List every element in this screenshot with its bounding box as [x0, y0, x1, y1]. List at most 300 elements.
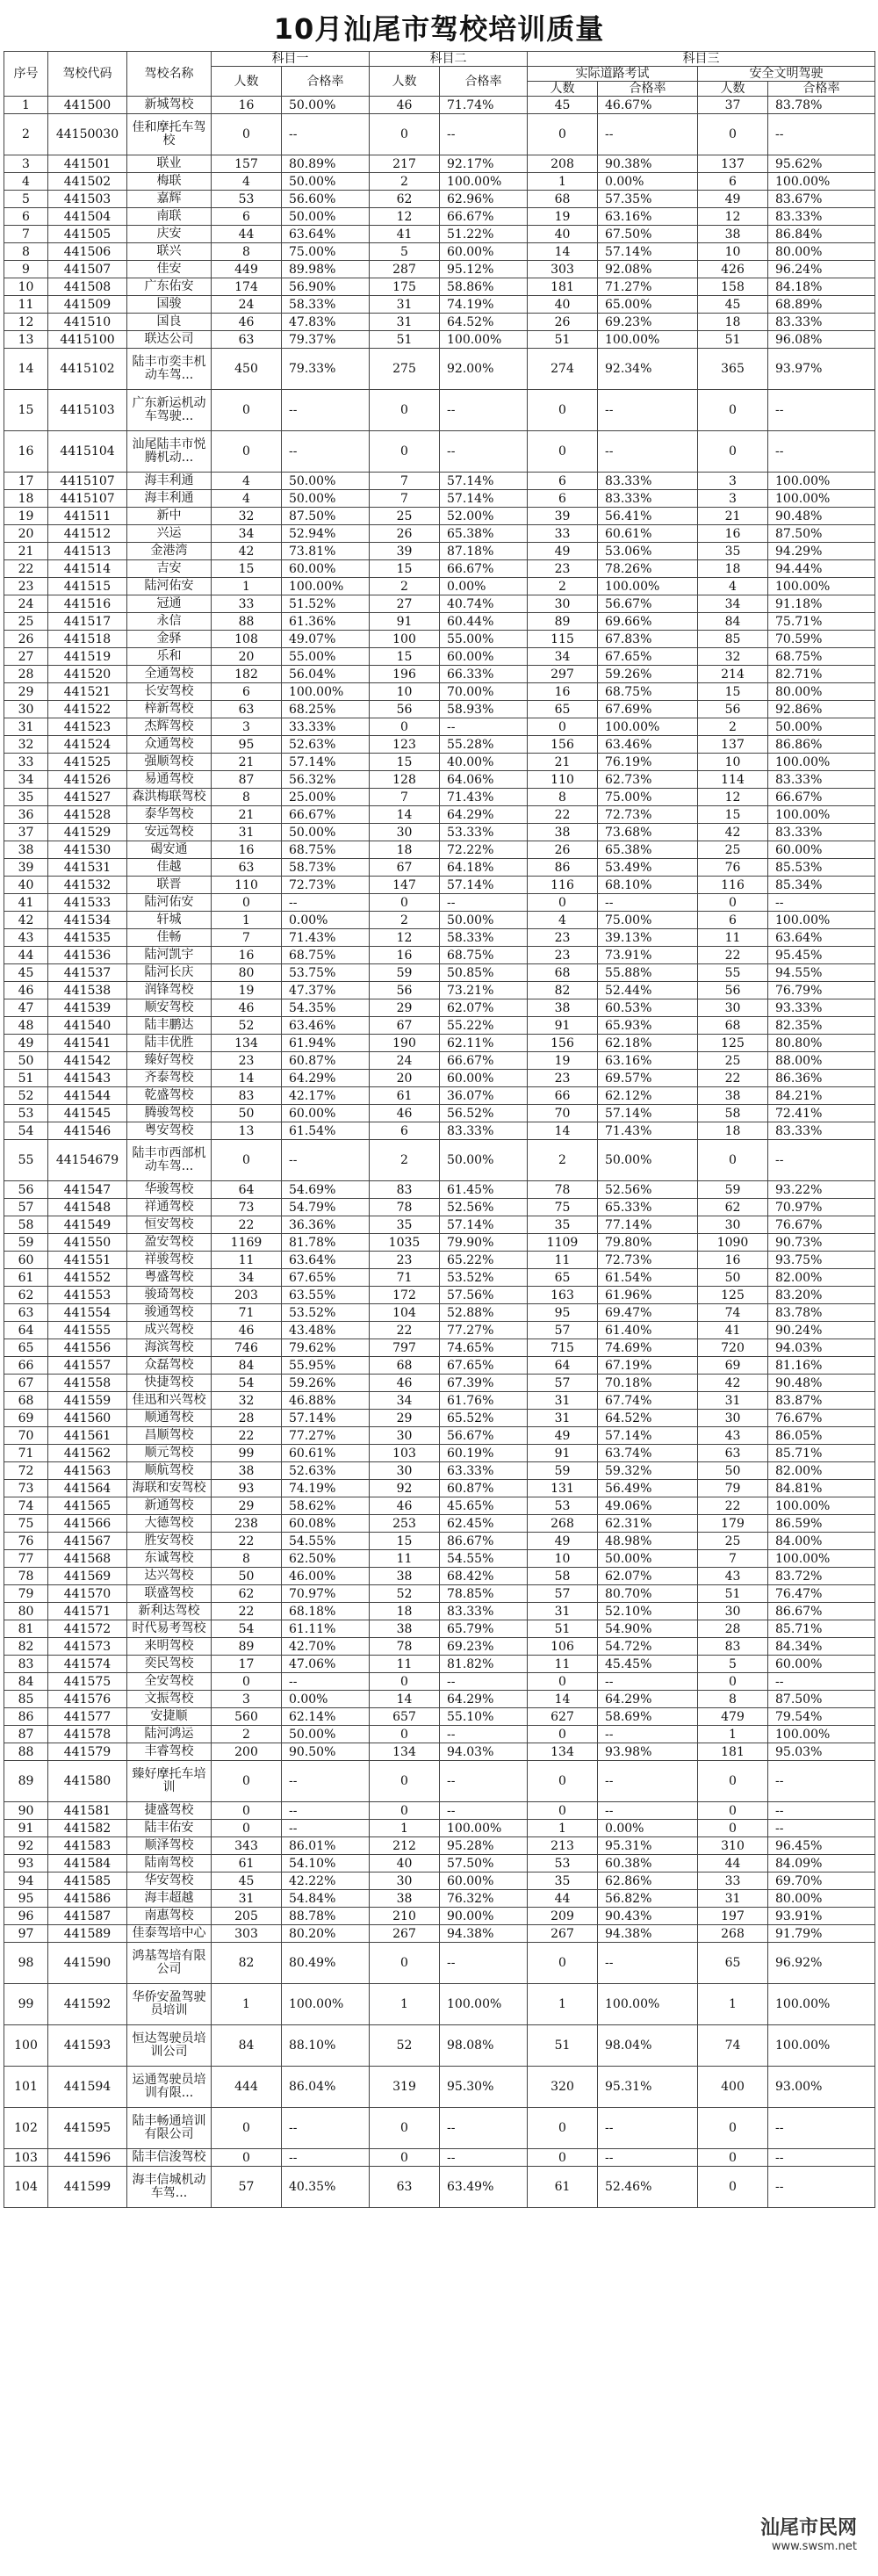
table-row: [4, 1673, 875, 1691]
table-row: [4, 1427, 875, 1445]
cell-road-rate: 50.00%: [598, 1550, 698, 1568]
cell-road-count: 213: [528, 1837, 598, 1855]
cell-road-rate: 98.04%: [598, 2025, 698, 2067]
cell-seq: 19: [4, 508, 48, 525]
cell-code: 441565: [48, 1497, 127, 1515]
cell-code: 441559: [48, 1392, 127, 1410]
cell-s2-count: 14: [370, 806, 440, 824]
cell-safety-count: 18: [698, 1122, 768, 1140]
cell-s1-rate: 71.43%: [282, 929, 370, 947]
cell-safety-count: 179: [698, 1515, 768, 1533]
cell-safety-count: 400: [698, 2067, 768, 2108]
table-row: [4, 806, 875, 824]
cell-s2-count: 7: [370, 789, 440, 806]
cell-s1-rate: 54.10%: [282, 1855, 370, 1872]
cell-s1-count: 95: [212, 736, 282, 754]
cell-safety-count: 15: [698, 683, 768, 701]
cell-s2-count: 56: [370, 701, 440, 718]
cell-name: 众磊驾校: [127, 1357, 212, 1375]
cell-s2-rate: 64.29%: [440, 1691, 528, 1708]
cell-s1-rate: 55.00%: [282, 648, 370, 666]
cell-code: 441540: [48, 1017, 127, 1035]
header-subject3: 科目三: [528, 52, 875, 67]
cell-safety-rate: 83.33%: [768, 771, 875, 789]
cell-s1-rate: 75.00%: [282, 243, 370, 261]
cell-road-rate: 53.49%: [598, 859, 698, 877]
cell-seq: 2: [4, 114, 48, 155]
cell-road-rate: --: [598, 2149, 698, 2167]
cell-road-count: 106: [528, 1638, 598, 1656]
cell-code: 441529: [48, 824, 127, 841]
cell-s1-count: 28: [212, 1410, 282, 1427]
cell-s1-rate: 60.08%: [282, 1515, 370, 1533]
cell-road-rate: 71.43%: [598, 1122, 698, 1140]
cell-safety-count: 74: [698, 1304, 768, 1322]
cell-s2-count: 11: [370, 1656, 440, 1673]
cell-s2-rate: 62.96%: [440, 191, 528, 208]
cell-s2-count: 46: [370, 1497, 440, 1515]
cell-code: 441520: [48, 666, 127, 683]
cell-road-count: 267: [528, 1925, 598, 1943]
cell-road-rate: 61.40%: [598, 1322, 698, 1339]
cell-s2-rate: 50.85%: [440, 964, 528, 982]
cell-road-count: 268: [528, 1515, 598, 1533]
cell-s1-rate: 77.27%: [282, 1427, 370, 1445]
cell-seq: 66: [4, 1357, 48, 1375]
cell-seq: 80: [4, 1603, 48, 1620]
cell-safety-rate: 80.00%: [768, 243, 875, 261]
cell-road-count: 64: [528, 1357, 598, 1375]
cell-safety-count: 41: [698, 1322, 768, 1339]
cell-seq: 48: [4, 1017, 48, 1035]
table-row: [4, 1550, 875, 1568]
cell-safety-count: 42: [698, 1375, 768, 1392]
cell-safety-rate: 68.75%: [768, 648, 875, 666]
cell-safety-rate: 83.20%: [768, 1287, 875, 1304]
cell-safety-count: 42: [698, 824, 768, 841]
cell-name: 恒达驾驶员培训公司: [127, 2025, 212, 2067]
table-row: [4, 226, 875, 243]
cell-seq: 70: [4, 1427, 48, 1445]
cell-s1-rate: 67.65%: [282, 1269, 370, 1287]
cell-s2-count: 39: [370, 543, 440, 560]
cell-name: 盈安驾校: [127, 1234, 212, 1252]
cell-s2-count: 40: [370, 1855, 440, 1872]
cell-s1-count: 63: [212, 701, 282, 718]
cell-s2-rate: 50.00%: [440, 1140, 528, 1181]
cell-s1-rate: 66.67%: [282, 806, 370, 824]
cell-s2-count: 78: [370, 1638, 440, 1656]
cell-seq: 26: [4, 631, 48, 648]
cell-name: 联业: [127, 155, 212, 173]
cell-seq: 103: [4, 2149, 48, 2167]
cell-name: 顺元驾校: [127, 1445, 212, 1462]
table-row: [4, 314, 875, 331]
cell-name: 顺泽驾校: [127, 1837, 212, 1855]
cell-s1-count: 80: [212, 964, 282, 982]
cell-s2-count: 67: [370, 1017, 440, 1035]
cell-s2-rate: 79.90%: [440, 1234, 528, 1252]
cell-name: 佳越: [127, 859, 212, 877]
cell-code: 441575: [48, 1673, 127, 1691]
cell-safety-count: 21: [698, 508, 768, 525]
table-row: [4, 1181, 875, 1199]
cell-s2-count: 52: [370, 2025, 440, 2067]
cell-road-count: 23: [528, 1070, 598, 1087]
cell-s2-rate: 95.28%: [440, 1837, 528, 1855]
cell-s2-rate: --: [440, 1726, 528, 1743]
cell-s2-rate: 58.86%: [440, 278, 528, 296]
cell-road-count: 31: [528, 1410, 598, 1427]
cell-s1-rate: --: [282, 1802, 370, 1820]
cell-s2-rate: 74.19%: [440, 296, 528, 314]
table-row: [4, 613, 875, 631]
table-row: [4, 1105, 875, 1122]
cell-s2-count: 103: [370, 1445, 440, 1462]
cell-seq: 29: [4, 683, 48, 701]
cell-s1-count: 22: [212, 1603, 282, 1620]
cell-safety-count: 58: [698, 1105, 768, 1122]
cell-safety-count: 15: [698, 806, 768, 824]
cell-s1-rate: 50.00%: [282, 1726, 370, 1743]
cell-s1-count: 84: [212, 2025, 282, 2067]
cell-road-count: 715: [528, 1339, 598, 1357]
table-row: [4, 701, 875, 718]
cell-safety-count: 16: [698, 1252, 768, 1269]
cell-name: 文振驾校: [127, 1691, 212, 1708]
cell-s2-rate: --: [440, 1943, 528, 1984]
cell-seq: 17: [4, 473, 48, 490]
cell-seq: 62: [4, 1287, 48, 1304]
cell-seq: 96: [4, 1908, 48, 1925]
cell-s1-count: 3: [212, 718, 282, 736]
cell-safety-count: 49: [698, 191, 768, 208]
cell-s2-count: 14: [370, 1691, 440, 1708]
cell-road-rate: 0.00%: [598, 173, 698, 191]
table-row: [4, 1761, 875, 1802]
cell-s2-rate: --: [440, 390, 528, 431]
page-title: 10月汕尾市驾校培训质量: [273, 12, 605, 46]
cell-s1-count: 17: [212, 1656, 282, 1673]
cell-road-rate: 72.73%: [598, 806, 698, 824]
cell-safety-count: 3: [698, 490, 768, 508]
cell-road-rate: 57.14%: [598, 1105, 698, 1122]
site-watermark: [760, 2513, 857, 2553]
cell-s1-count: 73: [212, 1199, 282, 1216]
cell-s2-rate: 86.67%: [440, 1533, 528, 1550]
cell-code: 441512: [48, 525, 127, 543]
cell-name: 金驿: [127, 631, 212, 648]
cell-s2-rate: 55.22%: [440, 1017, 528, 1035]
cell-s2-count: 134: [370, 1743, 440, 1761]
cell-road-count: 49: [528, 543, 598, 560]
cell-s2-rate: 36.07%: [440, 1087, 528, 1105]
cell-s1-count: 50: [212, 1568, 282, 1585]
cell-safety-rate: 80.00%: [768, 683, 875, 701]
cell-code: 441585: [48, 1872, 127, 1890]
cell-name: 捷盛驾校: [127, 1802, 212, 1820]
header-subject1: 科目一: [212, 52, 370, 67]
cell-road-count: 10: [528, 1550, 598, 1568]
cell-safety-count: 4: [698, 578, 768, 595]
cell-safety-rate: 100.00%: [768, 473, 875, 490]
table-row: [4, 1339, 875, 1357]
cell-s2-count: 35: [370, 1216, 440, 1234]
cell-code: 441592: [48, 1984, 127, 2025]
cell-road-count: 115: [528, 631, 598, 648]
cell-code: 441567: [48, 1533, 127, 1550]
cell-s2-count: 123: [370, 736, 440, 754]
cell-road-count: 53: [528, 1855, 598, 1872]
cell-s1-rate: 68.18%: [282, 1603, 370, 1620]
cell-road-count: 33: [528, 525, 598, 543]
cell-name: 顺通驾校: [127, 1410, 212, 1427]
table-row: [4, 824, 875, 841]
cell-code: 44154679: [48, 1140, 127, 1181]
cell-seq: 24: [4, 595, 48, 613]
cell-safety-count: 38: [698, 226, 768, 243]
cell-safety-rate: --: [768, 2167, 875, 2208]
cell-seq: 47: [4, 999, 48, 1017]
cell-safety-count: 30: [698, 999, 768, 1017]
cell-road-count: 1: [528, 1820, 598, 1837]
cell-s1-rate: 81.78%: [282, 1234, 370, 1252]
cell-name: 骏通驾校: [127, 1304, 212, 1322]
cell-s1-count: 22: [212, 1533, 282, 1550]
cell-s1-rate: --: [282, 390, 370, 431]
cell-name: 广东佑安: [127, 278, 212, 296]
cell-name: 鸿基驾培有限公司: [127, 1943, 212, 1984]
cell-seq: 52: [4, 1087, 48, 1105]
cell-s2-rate: 66.67%: [440, 1052, 528, 1070]
cell-road-count: 0: [528, 894, 598, 912]
cell-road-rate: 63.16%: [598, 208, 698, 226]
cell-code: 441519: [48, 648, 127, 666]
cell-s2-count: 56: [370, 982, 440, 999]
cell-s2-rate: 57.50%: [440, 1855, 528, 1872]
cell-s2-count: 253: [370, 1515, 440, 1533]
cell-s2-rate: 68.42%: [440, 1568, 528, 1585]
cell-seq: 76: [4, 1533, 48, 1550]
cell-name: 达兴驾校: [127, 1568, 212, 1585]
cell-road-rate: 75.00%: [598, 789, 698, 806]
cell-safety-rate: 91.18%: [768, 595, 875, 613]
cell-name: 梅联: [127, 173, 212, 191]
cell-name: 海丰利通: [127, 490, 212, 508]
cell-safety-count: 22: [698, 1070, 768, 1087]
cell-code: 441543: [48, 1070, 127, 1087]
table-row: [4, 114, 875, 155]
cell-safety-count: 25: [698, 841, 768, 859]
cell-name: 粤盛驾校: [127, 1269, 212, 1287]
cell-code: 4415103: [48, 390, 127, 431]
cell-s1-count: 46: [212, 314, 282, 331]
cell-safety-count: 25: [698, 1533, 768, 1550]
cell-road-count: 0: [528, 1802, 598, 1820]
cell-s1-rate: 80.20%: [282, 1925, 370, 1943]
table-body: [4, 97, 875, 2208]
cell-road-rate: 67.69%: [598, 701, 698, 718]
cell-s2-count: 210: [370, 1908, 440, 1925]
header-s2-count: 人数: [370, 67, 440, 97]
cell-s1-rate: 59.26%: [282, 1375, 370, 1392]
cell-safety-rate: 79.54%: [768, 1708, 875, 1726]
cell-seq: 99: [4, 1984, 48, 2025]
cell-safety-count: 35: [698, 543, 768, 560]
cell-s1-rate: 74.19%: [282, 1480, 370, 1497]
table-row: [4, 1908, 875, 1925]
cell-road-count: 19: [528, 1052, 598, 1070]
table-row: [4, 390, 875, 431]
cell-code: 441555: [48, 1322, 127, 1339]
cell-s2-count: 0: [370, 894, 440, 912]
cell-road-count: 51: [528, 331, 598, 349]
table-row: [4, 1410, 875, 1427]
cell-s2-count: 147: [370, 877, 440, 894]
cell-s1-rate: 60.00%: [282, 1105, 370, 1122]
cell-s2-count: 11: [370, 1550, 440, 1568]
cell-s1-count: 93: [212, 1480, 282, 1497]
cell-road-rate: --: [598, 1943, 698, 1984]
cell-s1-count: 19: [212, 982, 282, 999]
table-row: [4, 1656, 875, 1673]
cell-seq: 71: [4, 1445, 48, 1462]
cell-s2-rate: 100.00%: [440, 173, 528, 191]
cell-name: 吉安: [127, 560, 212, 578]
cell-road-count: 1109: [528, 1234, 598, 1252]
cell-s1-count: 4: [212, 473, 282, 490]
cell-code: 441537: [48, 964, 127, 982]
cell-road-count: 0: [528, 1673, 598, 1691]
cell-s1-count: 182: [212, 666, 282, 683]
cell-s2-rate: 62.45%: [440, 1515, 528, 1533]
cell-s2-rate: --: [440, 114, 528, 155]
cell-road-rate: 78.26%: [598, 560, 698, 578]
cell-seq: 35: [4, 789, 48, 806]
cell-safety-count: 18: [698, 560, 768, 578]
cell-seq: 53: [4, 1105, 48, 1122]
cell-seq: 7: [4, 226, 48, 243]
cell-s1-rate: --: [282, 894, 370, 912]
cell-s1-rate: --: [282, 1140, 370, 1181]
cell-s2-rate: 92.00%: [440, 349, 528, 390]
cell-safety-count: 22: [698, 1497, 768, 1515]
cell-safety-count: 181: [698, 1743, 768, 1761]
cell-s1-count: 16: [212, 841, 282, 859]
cell-safety-count: 50: [698, 1462, 768, 1480]
cell-s2-count: 91: [370, 613, 440, 631]
cell-road-rate: 83.33%: [598, 490, 698, 508]
cell-s2-count: 217: [370, 155, 440, 173]
cell-road-count: 65: [528, 701, 598, 718]
cell-safety-rate: 76.47%: [768, 1585, 875, 1603]
cell-seq: 49: [4, 1035, 48, 1052]
cell-s2-rate: 64.18%: [440, 859, 528, 877]
cell-road-rate: 55.88%: [598, 964, 698, 982]
cell-code: 441561: [48, 1427, 127, 1445]
cell-road-rate: 100.00%: [598, 331, 698, 349]
cell-road-rate: 79.80%: [598, 1234, 698, 1252]
cell-name: 广东新运机动车驾驶...: [127, 390, 212, 431]
cell-road-rate: 50.00%: [598, 1140, 698, 1181]
cell-s1-count: 203: [212, 1287, 282, 1304]
cell-s1-rate: 62.14%: [282, 1708, 370, 1726]
table-row: [4, 508, 875, 525]
cell-name: 新通驾校: [127, 1497, 212, 1515]
table-row: [4, 1708, 875, 1726]
cell-s1-count: 87: [212, 771, 282, 789]
cell-s2-count: 12: [370, 929, 440, 947]
header-name: 驾校名称: [127, 52, 212, 97]
cell-s2-count: 7: [370, 490, 440, 508]
cell-road-count: 30: [528, 595, 598, 613]
cell-s2-rate: 50.00%: [440, 912, 528, 929]
cell-seq: 90: [4, 1802, 48, 1820]
cell-s1-count: 54: [212, 1375, 282, 1392]
cell-s2-rate: 74.65%: [440, 1339, 528, 1357]
cell-seq: 1: [4, 97, 48, 114]
cell-safety-count: 720: [698, 1339, 768, 1357]
cell-seq: 98: [4, 1943, 48, 1984]
cell-safety-rate: --: [768, 114, 875, 155]
cell-s2-rate: 63.33%: [440, 1462, 528, 1480]
cell-safety-rate: 90.24%: [768, 1322, 875, 1339]
cell-s2-count: 0: [370, 2149, 440, 2167]
cell-s1-rate: 58.73%: [282, 859, 370, 877]
cell-s1-rate: 53.52%: [282, 1304, 370, 1322]
cell-seq: 30: [4, 701, 48, 718]
cell-s2-rate: 90.00%: [440, 1908, 528, 1925]
table-row: [4, 631, 875, 648]
cell-code: 441532: [48, 877, 127, 894]
cell-road-count: 75: [528, 1199, 598, 1216]
cell-road-rate: 70.18%: [598, 1375, 698, 1392]
cell-road-rate: 95.31%: [598, 1837, 698, 1855]
cell-road-count: 61: [528, 2167, 598, 2208]
cell-name: 陆丰市奕丰机动车驾...: [127, 349, 212, 390]
cell-s2-count: 657: [370, 1708, 440, 1726]
cell-s1-count: 21: [212, 806, 282, 824]
cell-s1-count: 63: [212, 331, 282, 349]
cell-road-count: 110: [528, 771, 598, 789]
cell-safety-count: 50: [698, 1269, 768, 1287]
cell-s1-rate: 0.00%: [282, 1691, 370, 1708]
cell-s1-count: 16: [212, 97, 282, 114]
cell-road-count: 163: [528, 1287, 598, 1304]
cell-name: 昌顺驾校: [127, 1427, 212, 1445]
cell-s2-rate: 62.07%: [440, 999, 528, 1017]
cell-safety-count: 0: [698, 2167, 768, 2208]
cell-safety-count: 125: [698, 1287, 768, 1304]
cell-safety-count: 79: [698, 1480, 768, 1497]
cell-s1-count: 174: [212, 278, 282, 296]
cell-seq: 8: [4, 243, 48, 261]
cell-code: 441545: [48, 1105, 127, 1122]
cell-safety-count: 31: [698, 1890, 768, 1908]
cell-s1-count: 13: [212, 1122, 282, 1140]
cell-s2-rate: 76.32%: [440, 1890, 528, 1908]
cell-code: 441596: [48, 2149, 127, 2167]
table-row: [4, 1855, 875, 1872]
cell-code: 441547: [48, 1181, 127, 1199]
cell-road-rate: --: [598, 1761, 698, 1802]
header-road-rate: 合格率: [598, 82, 698, 97]
cell-safety-rate: 66.67%: [768, 789, 875, 806]
cell-safety-rate: 76.67%: [768, 1216, 875, 1234]
cell-code: 4415107: [48, 473, 127, 490]
cell-safety-count: 43: [698, 1427, 768, 1445]
cell-s1-rate: 72.73%: [282, 877, 370, 894]
